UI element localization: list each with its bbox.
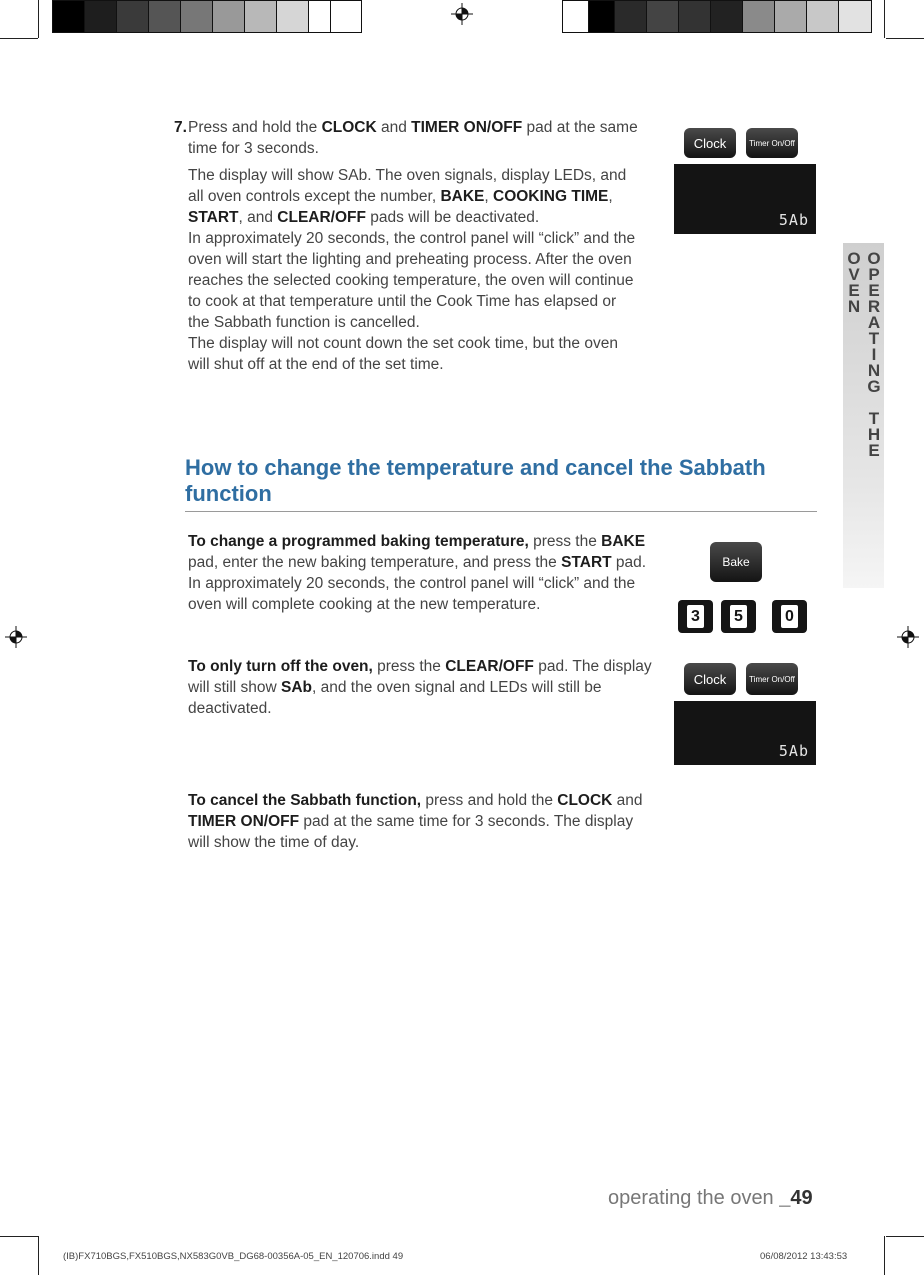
control-panel-image-3 xyxy=(674,661,816,765)
calibration-bar-right xyxy=(562,0,872,33)
oven-display: 5Ab xyxy=(674,701,816,765)
step-number: 7. xyxy=(174,119,187,136)
step-paragraph-countdown: The display will not count down the set cook time, but the oven will shut off at the end of the set time. xyxy=(188,335,618,373)
registration-mark-left-icon xyxy=(5,626,27,648)
step-paragraph-display: The display will show SAb. The oven signals, display LEDs, and all oven controls except the number, BAKE, COOKING TIME, START, and CLEAR/OFF pads will be deactivated. xyxy=(188,167,627,226)
crop-mark-bottom-right-h xyxy=(886,1236,924,1237)
step-paragraph-preheat: In approximately 20 seconds, the control panel will “click” and the oven will start the lighting and preheating process. After the oven reaches the selected cooking temperature, the oven will continue to cook at that temperature until the Cook Time has elapsed or the Sabbath function is cancelled. xyxy=(188,230,636,331)
section-tab-label: OPERATING THE OVEN xyxy=(844,249,884,457)
crop-mark-top-left-v xyxy=(38,0,39,38)
bake-button: Bake xyxy=(710,542,762,582)
crop-mark-top-left-h xyxy=(0,38,38,39)
change-temperature-paragraph: To change a programmed baking temperature, press the BAKE pad, enter the new baking temperature, and press the START pad. In approximately 20 seconds, the control panel will “click” and the oven will complete cooking at the new temperature. xyxy=(188,533,647,613)
crop-mark-bottom-right-v xyxy=(884,1236,885,1275)
crop-mark-top-right-h xyxy=(886,38,924,39)
timer-on-off-button: Timer On/Off xyxy=(746,128,798,158)
step-instruction: Press and hold the CLOCK and TIMER ON/OFF pad at the same time for 3 seconds. xyxy=(188,119,638,157)
registration-mark-right-icon xyxy=(897,626,919,648)
control-panel-image-1 xyxy=(674,126,816,234)
control-panel-image-2 xyxy=(676,540,816,640)
cancel-sabbath-paragraph: To cancel the Sabbath function, press and hold the CLOCK and TIMER ON/OFF pad at the same time for 3 seconds. The display will show the time of day. xyxy=(188,792,643,851)
step-7 xyxy=(174,117,658,375)
print-slug-right: 06/08/2012 13:43:53 xyxy=(760,1251,848,1262)
oven-display: 5Ab xyxy=(674,164,816,234)
calibration-bar-left xyxy=(52,0,362,33)
clock-button: Clock xyxy=(684,663,736,695)
crop-mark-bottom-left-h xyxy=(0,1236,38,1237)
crop-mark-bottom-left-v xyxy=(38,1236,39,1275)
clock-button: Clock xyxy=(684,128,736,158)
crop-mark-top-right-v xyxy=(884,0,885,38)
number-5-key: 5 xyxy=(721,600,756,633)
registration-mark-top-icon xyxy=(451,3,473,25)
page-number: _49 xyxy=(779,1187,813,1209)
timer-on-off-button: Timer On/Off xyxy=(746,663,798,695)
page-footer-title: operating the oven _49 xyxy=(608,1187,813,1209)
print-slug-left: (IB)FX710BGS,FX510BGS,NX583G0VB_DG68-00356A-05_EN_120706.indd 49 xyxy=(63,1251,404,1262)
turn-off-paragraph: To only turn off the oven, press the CLEAR/OFF pad. The display will still show SAb, and the oven signal and LEDs will still be deactivated. xyxy=(188,658,652,717)
number-3-key: 3 xyxy=(678,600,713,633)
section-heading: How to change the temperature and cancel the Sabbath function xyxy=(185,455,817,512)
number-0-key: 0 xyxy=(772,600,807,633)
